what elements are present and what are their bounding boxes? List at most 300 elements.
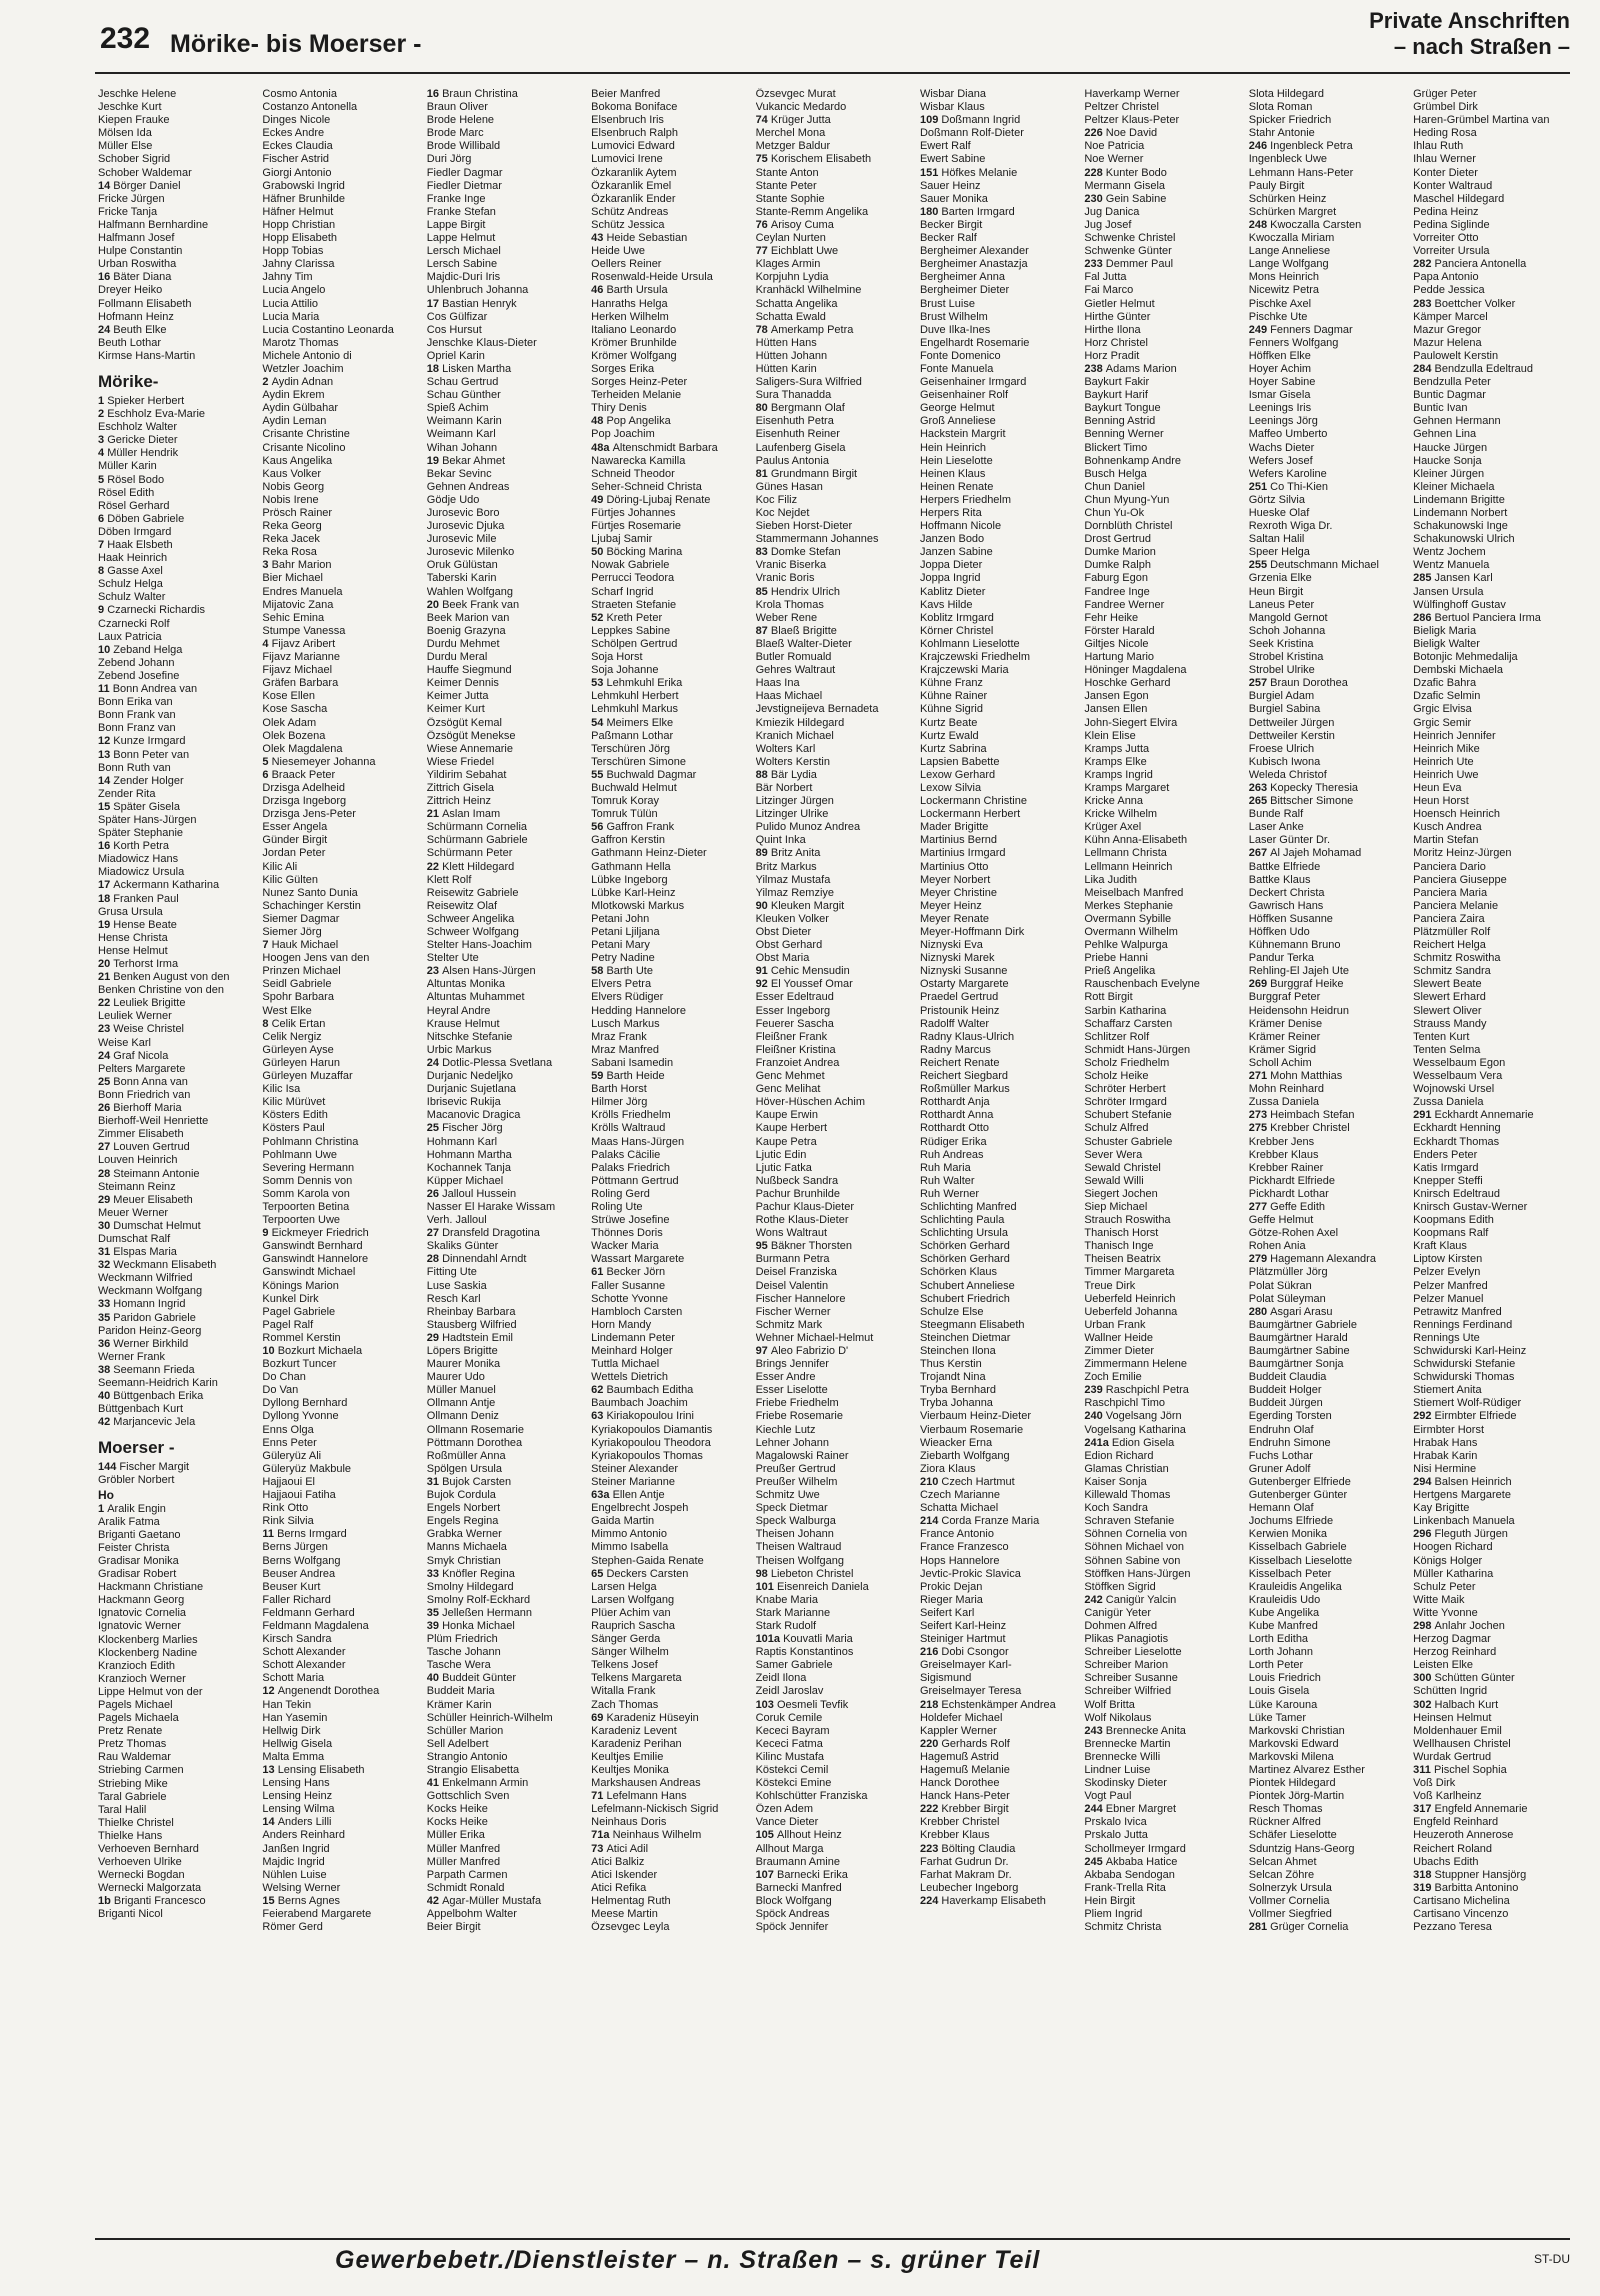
directory-entry: Schölpen Gertrud <box>591 637 678 650</box>
directory-entry <box>98 1023 256 1036</box>
directory-entry: Kösters Paul <box>262 1122 325 1135</box>
house-number: 91 <box>755 965 771 978</box>
directory-entry: Czarnecki Rolf <box>98 617 170 630</box>
directory-entry: Kilic Mürüvet <box>262 1096 326 1109</box>
directory-entry <box>1249 1122 1407 1135</box>
directory-entry: Kmiezik Hildegard <box>755 716 845 729</box>
directory-entry: Kricke Anna <box>1084 795 1144 808</box>
directory-entry: Dettweiler Kerstin <box>1248 729 1335 742</box>
house-number: 38 <box>98 1363 114 1376</box>
directory-entry: Krauleidis Angelika <box>1248 1580 1342 1593</box>
directory-entry: Kaiser Sonja <box>1084 1475 1147 1488</box>
directory-column <box>1081 88 1245 2233</box>
directory-entry <box>98 271 256 284</box>
house-number: 249 <box>1248 323 1271 336</box>
directory-entry: Söhnen Sabine von <box>1084 1554 1181 1567</box>
directory-entry: Kramps Jutta <box>1084 742 1150 755</box>
directory-entry: Rauschenbach Evelyne <box>1084 978 1200 991</box>
directory-entry: Joppa Dieter <box>919 559 983 572</box>
directory-entry <box>98 180 256 193</box>
directory-entry: Götze-Rohen Axel <box>1248 1227 1339 1240</box>
directory-entry: Slewert Beate <box>1413 978 1482 991</box>
house-number: 244 <box>1084 1803 1106 1816</box>
directory-entry: Allhout Marga <box>755 1842 824 1855</box>
house-number: 214 <box>919 1515 942 1528</box>
directory-entry: Raptis Konstantinos <box>755 1646 854 1659</box>
directory-entry <box>591 1712 749 1725</box>
directory-entry: Briganti Gaetano <box>98 1528 181 1541</box>
directory-entry: Haas Ina <box>755 677 800 690</box>
house-number: 103 <box>755 1698 777 1711</box>
directory-entry: Rösel Edith <box>98 486 155 499</box>
resident-name: Fijavz Aribert <box>271 637 336 650</box>
directory-entry: Meyer Norbert <box>919 873 991 886</box>
directory-entry: Benning Astrid <box>1084 415 1156 428</box>
directory-entry: Koch Sandra <box>1084 1502 1148 1515</box>
house-number: 48 <box>591 415 607 428</box>
resident-name: Neinhaus Wilhelm <box>612 1829 702 1842</box>
directory-entry: Gürleyen Harun <box>262 1056 341 1069</box>
directory-entry: Martin Stefan <box>1413 834 1479 847</box>
house-number: 281 <box>1248 1921 1271 1934</box>
directory-entry <box>920 1646 1078 1659</box>
directory-entry: Durdu Meral <box>426 651 488 664</box>
directory-entry: Rotthardt Otto <box>919 1122 990 1135</box>
resident-name: Agar-Müller Mustafa <box>442 1894 542 1907</box>
directory-entry: Janßen Ingrid <box>262 1842 330 1855</box>
directory-entry: Ihlau Werner <box>1413 153 1476 166</box>
directory-entry: Martinius Otto <box>919 860 989 873</box>
directory-entry: Greiselmayer Teresa <box>919 1685 1022 1698</box>
directory-entry: Enders Peter <box>1413 1148 1478 1161</box>
directory-entry <box>98 408 256 421</box>
house-number: 29 <box>426 1331 443 1344</box>
directory-entry: Wolters Kerstin <box>755 755 830 768</box>
directory-entry: Haas Michael <box>755 690 823 703</box>
directory-entry: Roling Gerd <box>591 1187 650 1200</box>
directory-entry: Heyral Andre <box>426 1004 491 1017</box>
directory-entry: Meyer Christine <box>919 886 997 899</box>
directory-entry: Schober Sigrid <box>98 153 171 166</box>
house-number: 271 <box>1248 1070 1271 1083</box>
directory-entry: Jansen Ellen <box>1084 703 1148 716</box>
directory-entry: Cartisano Vincenzo <box>1413 1908 1509 1921</box>
directory-entry: Gürleyen Ayse <box>262 1043 334 1056</box>
directory-entry: Bonn Erika van <box>98 696 173 709</box>
directory-entry: Kohlschütter Franziska <box>755 1790 868 1803</box>
house-number: 265 <box>1248 795 1271 808</box>
directory-entry: Schoh Johanna <box>1248 624 1326 637</box>
directory-entry: Wurdak Gertrud <box>1413 1750 1492 1763</box>
directory-entry: Schulz Alfred <box>1084 1122 1149 1135</box>
directory-entry: Prieß Angelika <box>1084 965 1156 978</box>
directory-entry: Geisenhainer Irmgard <box>919 376 1027 389</box>
directory-entry: Hein Heinrich <box>919 441 986 454</box>
house-number: 218 <box>919 1698 942 1711</box>
directory-entry: Strauss Mandy <box>1413 1017 1487 1030</box>
directory-entry: Baykurt Fakir <box>1084 376 1150 389</box>
directory-entry <box>920 1843 1078 1856</box>
directory-entry: Seemann-Heidrich Karin <box>98 1377 218 1389</box>
house-number: 6 <box>98 512 108 525</box>
directory-entry: Kusch Andrea <box>1413 821 1482 834</box>
directory-entry: Wetzler Joachim <box>262 362 344 375</box>
directory-entry: Scholl Achim <box>1248 1056 1312 1069</box>
directory-entry: Strobel Kristina <box>1248 651 1324 664</box>
directory-entry <box>1413 612 1571 625</box>
directory-entry: Costanzo Antonella <box>262 101 358 114</box>
directory-entry: Schatta Michael <box>919 1502 999 1515</box>
directory-entry: Nisi Hermine <box>1413 1462 1477 1475</box>
house-number: 9 <box>98 604 108 617</box>
house-number: 8 <box>262 1017 272 1030</box>
directory-entry: Hein Birgit <box>1084 1894 1136 1907</box>
directory-entry: Pauly Birgit <box>1248 179 1305 192</box>
house-number: 1 <box>98 1502 108 1515</box>
resident-name: Später Gisela <box>113 800 180 813</box>
directory-entry: Gehnen Andreas <box>426 480 510 493</box>
directory-entry: Peltzer Klaus-Peter <box>1084 114 1180 127</box>
directory-entry: Genc Melihat <box>755 1083 821 1096</box>
directory-entry <box>427 808 585 821</box>
directory-entry: Beek Marion van <box>426 611 510 624</box>
directory-entry: Jurosevic Djuka <box>426 520 505 533</box>
directory-entry: Konter Dieter <box>1413 166 1478 179</box>
directory-entry: Hütten Johann <box>755 349 828 362</box>
directory-entry: Pretz Renate <box>98 1725 163 1738</box>
house-number: 92 <box>755 978 771 991</box>
directory-entry: Hedding Hannelore <box>591 1004 686 1017</box>
directory-entry <box>1084 1803 1242 1816</box>
directory-entry: Terpoorten Uwe <box>262 1214 341 1227</box>
directory-entry: Kiepen Frauke <box>98 114 170 127</box>
directory-entry: Heinrich Uwe <box>1413 768 1479 781</box>
directory-entry: Krauleidis Udo <box>1248 1593 1321 1606</box>
directory-entry: Reka Rosa <box>262 546 317 559</box>
directory-entry <box>756 625 914 638</box>
house-number: 78 <box>755 323 771 336</box>
directory-entry: Bekar Sevinc <box>426 467 492 480</box>
directory-entry: Lippe Helmut von der <box>98 1685 203 1698</box>
directory-entry: Mons Heinrich <box>1248 271 1320 284</box>
resident-name: Jansen Karl <box>1434 572 1493 585</box>
directory-entry <box>98 1416 256 1429</box>
directory-entry: Verhoeven Ulrike <box>98 1856 182 1869</box>
directory-entry: Hajjaoui Fatiha <box>262 1489 336 1502</box>
directory-entry <box>1084 1725 1242 1738</box>
directory-entry: Mohn Reinhard <box>1248 1083 1324 1096</box>
directory-entry: Petani Ljiljana <box>591 926 660 938</box>
directory-entry: Macanovic Dragica <box>426 1109 521 1122</box>
resident-name: Krebber Birgit <box>941 1803 1009 1816</box>
directory-entry <box>756 1633 914 1646</box>
directory-entry: Mermann Gisela <box>1084 179 1166 192</box>
house-number: 28 <box>98 1167 114 1180</box>
directory-entry: Chun Myung-Yun <box>1084 493 1170 506</box>
directory-entry: Kube Angelika <box>1248 1606 1320 1619</box>
resident-name: Niesemeyer Johanna <box>271 755 376 768</box>
resident-name: Hense Beate <box>113 918 177 931</box>
directory-entry: Fischer Hannelore <box>755 1292 846 1305</box>
resident-name: Akbaba Hatice <box>1105 1855 1178 1868</box>
directory-entry: Endres Manuela <box>262 585 343 598</box>
directory-entry <box>1249 324 1407 337</box>
resident-name: Braun Christina <box>442 88 518 100</box>
directory-entry: Prinzen Michael <box>262 965 341 978</box>
house-number: 277 <box>1248 1200 1271 1213</box>
directory-entry: Bier Michael <box>262 572 323 585</box>
directory-entry: Sorges Heinz-Peter <box>591 376 688 389</box>
directory-entry: Laneus Peter <box>1248 598 1315 611</box>
directory-entry <box>427 455 585 468</box>
directory-entry: Pristounik Heinz <box>919 1004 1000 1017</box>
resident-name: Burggraf Heike <box>1270 978 1344 991</box>
directory-entry: Gaffron Kerstin <box>591 834 665 847</box>
directory-entry: Fehr Heike <box>1084 611 1139 624</box>
directory-entry: Buchwald Helmut <box>591 781 677 794</box>
house-number: 180 <box>919 205 942 218</box>
directory-entry: Lensing Hans <box>262 1777 330 1790</box>
directory-entry: Bonn Friedrich van <box>98 1088 191 1101</box>
house-number: 20 <box>98 958 114 970</box>
directory-entry <box>756 1581 914 1594</box>
resident-name: Bölting Claudia <box>941 1842 1016 1855</box>
directory-entry <box>98 749 256 762</box>
directory-entry: Sewald Christel <box>1084 1161 1161 1174</box>
directory-entry: Oruk Gülüstan <box>426 559 498 572</box>
directory-entry: Wacker Maria <box>591 1240 659 1253</box>
resident-name: Bäkner Thorsten <box>770 1240 852 1253</box>
directory-entry: Lappe Helmut <box>426 232 496 245</box>
directory-entry <box>591 232 749 245</box>
directory-entry: Rink Silvia <box>262 1515 314 1528</box>
directory-entry: Schröter Herbert <box>1084 1083 1166 1096</box>
resident-name: Vogelsang Jörn <box>1105 1410 1182 1423</box>
directory-entry: Förster Harald <box>1084 624 1155 637</box>
directory-entry: Kocks Heike <box>426 1803 488 1816</box>
directory-entry: Kyriakopoulos Thomas <box>591 1449 703 1462</box>
directory-entry: Höver-Hüschen Achim <box>755 1096 865 1109</box>
directory-entry: Kubisch Iwona <box>1248 755 1321 768</box>
directory-entry <box>98 1338 256 1351</box>
directory-entry: Moritz Heinz-Jürgen <box>1413 847 1512 860</box>
resident-name: Eickmeyer Friedrich <box>271 1227 369 1240</box>
directory-entry: Strobel Ulrike <box>1248 664 1315 677</box>
directory-entry: Hense Helmut <box>98 944 168 957</box>
directory-entry: Schulz Walter <box>98 591 166 604</box>
directory-entry: Tenten Kurt <box>1413 1030 1470 1043</box>
directory-entry: Lexow Gerhard <box>919 768 996 781</box>
directory-entry: Tasche Wera <box>426 1659 491 1672</box>
directory-entry: Eckes Andre <box>262 127 325 140</box>
directory-entry: Rückner Alfred <box>1248 1816 1321 1829</box>
directory-entry: Endruhn Simone <box>1248 1436 1331 1449</box>
directory-entry: Mlotkowski Markus <box>591 899 685 912</box>
directory-entry: Steinchen Dietmar <box>919 1331 1011 1344</box>
directory-entry: Kirsch Sandra <box>262 1633 332 1646</box>
house-number: 39 <box>426 1619 443 1632</box>
house-number: 23 <box>98 1023 114 1036</box>
house-number: 35 <box>426 1606 443 1619</box>
directory-entry: Theisen Wolfgang <box>755 1554 845 1567</box>
directory-entry: Dumke Marion <box>1084 546 1156 559</box>
house-number: 282 <box>1413 258 1435 271</box>
house-number: 296 <box>1413 1528 1435 1541</box>
directory-entry: Jansen Egon <box>1084 690 1149 703</box>
directory-entry <box>427 1188 585 1201</box>
directory-entry: Hoensch Heinrich <box>1413 808 1500 821</box>
directory-entry: Kirmse Hans-Martin <box>98 349 196 362</box>
directory-entry: Weckmann Wilfried <box>98 1272 193 1285</box>
directory-entry: George Helmut <box>919 402 995 415</box>
directory-entry: Schlichting Manfred <box>919 1200 1017 1213</box>
directory-entry <box>756 1240 914 1253</box>
house-number: 62 <box>591 1384 607 1397</box>
directory-entry: Fiedler Dietmar <box>426 179 502 192</box>
house-number: 283 <box>1413 297 1435 310</box>
house-number: 10 <box>262 1345 278 1357</box>
directory-entry: Kisselbach Lieselotte <box>1248 1554 1353 1567</box>
directory-entry: Lüke Tamer <box>1248 1711 1307 1724</box>
directory-entry: Marotz Thomas <box>262 336 339 349</box>
resident-name: Weckmann Elisabeth <box>113 1259 217 1272</box>
directory-entry: Grüger Peter <box>1413 88 1477 100</box>
resident-name: Döring-Ljubaj Renate <box>606 493 711 506</box>
house-number: 101 <box>755 1580 777 1593</box>
directory-entry: Grgic Elvisa <box>1413 703 1472 716</box>
directory-entry: Nasser El Harake Wissam <box>426 1200 556 1213</box>
directory-entry: Papa Antonio <box>1413 271 1479 284</box>
directory-entry: Lindemann Peter <box>591 1331 675 1344</box>
directory-entry: Busch Helga <box>1084 467 1147 480</box>
directory-entry: Körner Christel <box>919 624 994 637</box>
directory-entry: Eckhardt Thomas <box>1413 1135 1500 1148</box>
directory-entry: Hirthe Ilona <box>1084 323 1141 336</box>
directory-entry: Ruh Walter <box>919 1174 975 1187</box>
directory-entry: Schwidurski Karl-Heinz <box>1413 1345 1527 1357</box>
directory-entry: Kohlmann Lieselotte <box>919 637 1020 650</box>
house-number: 3 <box>262 559 272 572</box>
directory-entry: Lefelmann-Nickisch Sigrid <box>591 1803 719 1816</box>
directory-entry <box>591 1568 749 1581</box>
directory-entry <box>591 717 749 730</box>
directory-entry <box>262 1816 420 1829</box>
directory-entry: Meuer Werner <box>98 1206 169 1219</box>
directory-entry: Siegert Jochen <box>1084 1187 1158 1200</box>
directory-entry: Schaffarz Carsten <box>1084 1017 1173 1030</box>
directory-entry: Stöffken Sigrid <box>1084 1580 1156 1593</box>
resident-name: Panciera Antonella <box>1434 258 1527 271</box>
directory-entry: Pischke Axel <box>1248 297 1312 310</box>
directory-entry <box>591 965 749 978</box>
resident-name: Bertuol Panciera Irma <box>1434 611 1541 624</box>
directory-entry: Pöttmann Gertrud <box>591 1174 679 1187</box>
directory-entry: Vranic Boris <box>755 572 815 585</box>
directory-entry: Grabowski Ingrid <box>262 179 345 192</box>
resident-name: Stuppner Hansjörg <box>1434 1868 1527 1881</box>
directory-entry: Theisen Beatrix <box>1084 1253 1161 1266</box>
house-number: 8 <box>98 565 108 578</box>
directory-entry: Schott Maria <box>262 1672 325 1685</box>
directory-entry: Altuntas Muhammet <box>426 991 525 1004</box>
directory-entry: Lappe Birgit <box>426 218 486 231</box>
directory-entry: Schwenke Christel <box>1084 232 1176 245</box>
directory-entry: Taberski Karin <box>426 572 497 585</box>
resident-name: Anlahr Jochen <box>1434 1619 1505 1632</box>
resident-name: Dinnendahl Arndt <box>442 1253 527 1266</box>
directory-entry: Fleißner Kristina <box>755 1043 836 1056</box>
directory-entry <box>98 644 256 657</box>
resident-name: Heimbach Stefan <box>1270 1109 1355 1122</box>
directory-entry <box>1084 363 1242 376</box>
directory-entry: Zussa Daniela <box>1413 1096 1484 1109</box>
directory-entry: Benning Werner <box>1084 428 1164 441</box>
directory-column <box>917 88 1081 2233</box>
directory-entry <box>920 206 1078 219</box>
house-number: 22 <box>98 997 114 1010</box>
directory-entry: Später Stephanie <box>98 827 184 840</box>
directory-entry: Ubachs Edith <box>1413 1855 1479 1868</box>
directory-entry: Schmitz Roswitha <box>1413 952 1501 965</box>
resident-name: Aleo Fabrizio D' <box>770 1345 849 1357</box>
directory-entry: Meese Martin <box>591 1908 658 1921</box>
resident-name: Dotlic-Plessa Svetlana <box>442 1056 553 1069</box>
directory-entry: Hagemuß Melanie <box>919 1764 1010 1776</box>
directory-entry: Maurer Udo <box>426 1371 485 1384</box>
directory-entry: Thanisch Horst <box>1084 1227 1159 1240</box>
house-number: 24 <box>98 323 114 336</box>
house-number: 5 <box>262 755 272 768</box>
directory-entry: Jurosevic Boro <box>426 507 500 519</box>
directory-entry: Geisenhainer Rolf <box>919 389 1009 402</box>
directory-entry: Pedina Heinz <box>1413 205 1479 218</box>
directory-entry <box>1249 782 1407 795</box>
directory-entry: Lübke Karl-Heinz <box>591 886 676 899</box>
directory-entry: Bergheimer Dieter <box>919 284 1010 297</box>
directory-entry: Hoyer Achim <box>1248 362 1312 375</box>
resident-name: Bastian Henryk <box>442 297 517 310</box>
directory-entry: Beuser Andrea <box>262 1567 336 1580</box>
directory-entry: Karadeniz Levent <box>591 1724 677 1737</box>
directory-entry <box>1084 258 1242 271</box>
house-number: 12 <box>98 735 114 748</box>
directory-entry: Terpoorten Betina <box>262 1200 350 1213</box>
directory-entry: Stumpe Vanessa <box>262 624 346 637</box>
directory-entry: Hoschke Gerhard <box>1084 677 1171 690</box>
directory-entry: Rehling-El Jajeh Ute <box>1248 965 1350 978</box>
house-number: 42 <box>98 1416 114 1429</box>
directory-entry: Krebber Christel <box>919 1816 1000 1829</box>
directory-entry: Ihlau Ruth <box>1413 140 1464 153</box>
directory-entry: Pischke Ute <box>1248 310 1308 323</box>
directory-entry: Schmidt Ronald <box>426 1881 505 1894</box>
directory-entry: Witalla Frank <box>591 1685 656 1698</box>
directory-entry: Fal Jutta <box>1084 271 1127 284</box>
resident-name: Czech Hartmut <box>941 1475 1015 1488</box>
resident-name: Müller Hendrik <box>107 447 179 460</box>
directory-entry: Pelzer Manfred <box>1413 1279 1488 1292</box>
directory-entry <box>920 114 1078 127</box>
directory-entry: Klockenberg Marlies <box>98 1633 198 1646</box>
directory-entry: Reichert Helga <box>1413 939 1486 952</box>
house-number: 65 <box>591 1567 607 1580</box>
directory-entry: Kilic Ali <box>262 860 298 873</box>
directory-entry: Prokic Dejan <box>919 1580 983 1593</box>
directory-entry: Eschholz Walter <box>98 421 178 434</box>
directory-entry: Weber Rene <box>755 611 818 624</box>
directory-entry <box>920 1515 1078 1528</box>
directory-entry: Jug Danica <box>1084 205 1140 218</box>
